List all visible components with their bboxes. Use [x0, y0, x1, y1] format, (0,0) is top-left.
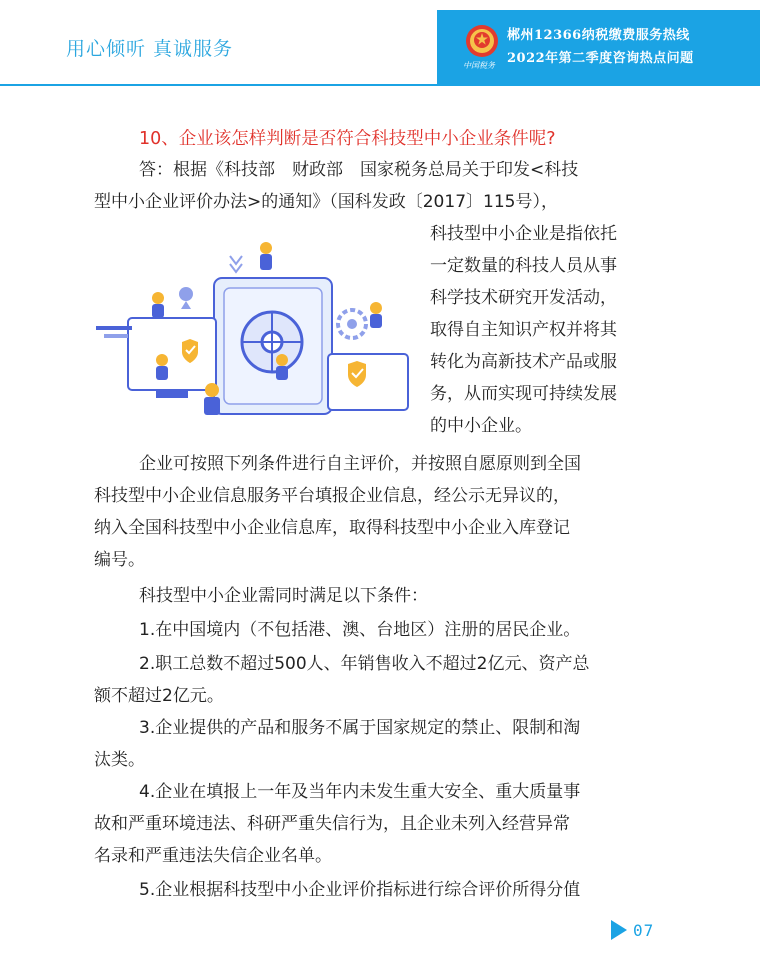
condition-item: 3.企业提供的产品和服务不属于国家规定的禁止、限制和淘	[139, 718, 581, 738]
wrapped-line: 一定数量的科技人员从事	[430, 256, 617, 276]
answer-line: 答：根据《科技部 财政部 国家税务总局关于印发<科技	[139, 160, 579, 180]
play-triangle-icon	[611, 920, 627, 940]
wrapped-line: 务，从而实现可持续发展	[430, 384, 617, 404]
header-divider	[0, 84, 760, 86]
condition-item: 汰类。	[94, 750, 145, 770]
wrapped-line: 的中小企业。	[430, 416, 532, 436]
answer-line: 型中小企业评价办法>的通知》（国科发政〔2017〕115号），	[94, 192, 558, 212]
slogan: 用心倾听 真诚服务	[66, 38, 234, 60]
body-line: 企业可按照下列条件进行自主评价，并按照自愿原则到全国	[139, 454, 581, 474]
wrapped-line: 转化为高新技术产品或服	[430, 352, 617, 372]
wrapped-line: 取得自主知识产权并将其	[430, 320, 617, 340]
condition-item: 5.企业根据科技型中小企业评价指标进行综合评价所得分值	[139, 880, 581, 900]
question-title: 10、企业该怎样判断是否符合科技型中小企业条件呢?	[139, 129, 556, 149]
body-line: 科技型中小企业信息服务平台填报企业信息，经公示无异议的，	[94, 486, 570, 506]
condition-item: 1.在中国境内（不包括港、澳、台地区）注册的居民企业。	[139, 620, 581, 640]
national-emblem-icon	[465, 24, 499, 58]
header-subtitle: 2022年第二季度咨询热点问题	[507, 51, 694, 66]
wrapped-line: 科技型中小企业是指依托	[430, 224, 617, 244]
condition-item: 4.企业在填报上一年及当年内未发生重大安全、重大质量事	[139, 782, 581, 802]
conditions-intro: 科技型中小企业需同时满足以下条件：	[139, 586, 428, 606]
condition-item: 2.职工总数不超过500人、年销售收入不超过2亿元、资产总	[139, 654, 590, 674]
page-number	[611, 920, 654, 940]
header-banner	[437, 10, 760, 84]
page-number-text: 07	[633, 920, 655, 940]
tech-enterprise-illustration	[96, 238, 416, 434]
condition-item: 额不超过2亿元。	[94, 686, 224, 706]
body-line: 编号。	[94, 550, 145, 570]
wrapped-line: 科学技术研究开发活动，	[430, 288, 617, 308]
brand-logo-text: 中国税务	[463, 61, 495, 70]
body-line: 纳入全国科技型中小企业信息库，取得科技型中小企业入库登记	[94, 518, 570, 538]
header-title: 郴州12366纳税缴费服务热线	[507, 28, 690, 43]
condition-item: 名录和严重违法失信企业名单。	[94, 846, 332, 866]
page-header	[0, 0, 760, 86]
condition-item: 故和严重环境违法、科研严重失信行为，且企业未列入经营异常	[94, 814, 570, 834]
